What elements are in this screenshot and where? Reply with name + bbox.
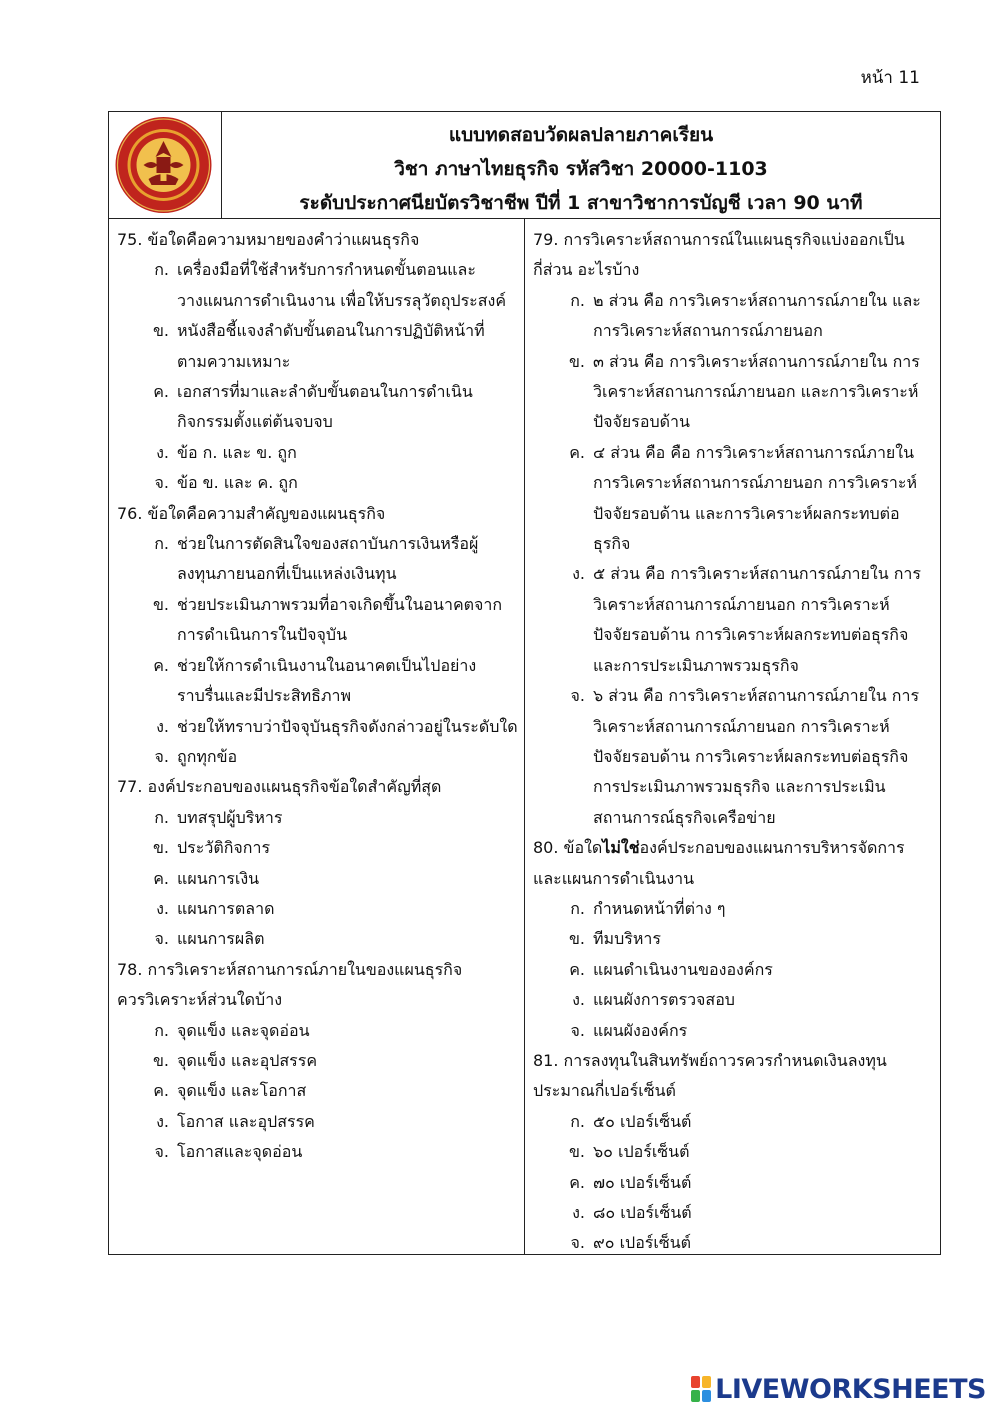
question-line: ประมาณกี่เปอร์เซ็นต์: [533, 1081, 676, 1101]
option-letter: ค.: [569, 442, 585, 462]
option-text: โอกาสและจุดอ่อน: [177, 1142, 303, 1162]
answer-option: [533, 438, 940, 468]
answer-option: [533, 1016, 940, 1046]
option-text: บทสรุปผู้บริหาร: [177, 807, 283, 827]
answer-option-continuation: [533, 772, 940, 802]
liveworksheets-logo-icon: [691, 1376, 711, 1402]
option-text: ประวัติกิจการ: [177, 838, 271, 858]
option-letter: [117, 286, 177, 316]
option-letter: จ.: [570, 1020, 585, 1040]
logo-cell: [109, 112, 222, 218]
option-text: ทีมบริหาร: [593, 929, 661, 949]
option-letter: ก.: [154, 807, 169, 827]
exam-title: แบบทดสอบวัดผลปลายภาคเรียน: [448, 124, 714, 146]
question-line: 78. การวิเคราะห์สถานการณ์ภายในของแผนธุรกิจ: [117, 959, 463, 979]
option-letter: [533, 772, 593, 802]
option-text: ข้อ ก. และ ข. ถูก: [177, 442, 297, 462]
option-text: กิจกรรมตั้งแต่ต้นจบจบ: [177, 412, 333, 432]
answer-option: [117, 864, 524, 894]
answer-option-continuation: [117, 620, 524, 650]
option-letter: [533, 712, 593, 742]
answer-option: [533, 985, 940, 1015]
answer-option: [533, 1228, 940, 1258]
option-text: ราบรื่นและมีประสิทธิภาพ: [177, 686, 352, 706]
option-text: การวิเคราะห์สถานการณ์ภายนอก การวิเคราะห์: [593, 473, 917, 493]
option-letter: [117, 407, 177, 437]
option-letter: [533, 407, 593, 437]
option-letter: ก.: [154, 1020, 169, 1040]
answer-option: [117, 712, 524, 742]
answer-option: [117, 1137, 524, 1167]
option-text: ช่วยประเมินภาพรวมที่อาจเกิดขึ้นในอนาคตจาก: [177, 594, 503, 614]
option-letter: ค.: [153, 655, 169, 675]
option-letter: ข.: [152, 594, 169, 614]
answer-option: [117, 529, 524, 559]
option-letter: ง.: [156, 898, 169, 918]
option-letter: ข.: [152, 838, 169, 858]
answer-option: [117, 651, 524, 681]
logo-tile: [691, 1376, 700, 1388]
page-number: หน้า 11: [860, 68, 920, 88]
option-text: กำหนดหน้าที่ต่าง ๆ: [593, 898, 726, 918]
option-letter: ก.: [570, 1111, 585, 1131]
answer-option-continuation: [533, 529, 940, 559]
option-text: ช่วยให้ทราบว่าปัจจุบันธุรกิจดังกล่าวอยู่ในระดับใด: [177, 716, 518, 736]
question-line: 79. การวิเคราะห์สถานการณ์ในแผนธุรกิจแบ่งออกเป็น: [533, 230, 905, 249]
option-letter: ข.: [152, 1050, 169, 1070]
option-text: ๘๐ เปอร์เซ็นต์: [593, 1203, 692, 1222]
answer-option: [117, 1076, 524, 1106]
question-line: ควรวิเคราะห์ส่วนใดบ้าง: [117, 990, 282, 1010]
option-letter: ค.: [569, 1172, 585, 1192]
option-letter: จ.: [154, 1142, 169, 1162]
option-text: หนังสือชี้แจงลำดับขั้นตอนในการปฏิบัติหน้าที่: [177, 321, 485, 341]
answer-option-continuation: [533, 742, 940, 772]
answer-option: [533, 1168, 940, 1198]
question-line: 77. องค์ประกอบของแผนธุรกิจข้อใดสำคัญที่สุด: [117, 777, 442, 797]
option-letter: ก.: [154, 534, 169, 554]
answer-option: [533, 1137, 940, 1167]
option-letter: จ.: [154, 746, 169, 766]
option-letter: ง.: [156, 1111, 169, 1131]
option-letter: [533, 803, 593, 833]
option-letter: [533, 651, 593, 681]
answer-option: [533, 1107, 940, 1137]
option-letter: [533, 620, 593, 650]
option-text: จุดแข็ง และโอกาส: [177, 1081, 307, 1101]
answer-option: [533, 347, 940, 377]
option-text: ตามความเหมาะ: [177, 351, 291, 371]
option-letter: [117, 559, 177, 589]
option-letter: ข.: [568, 929, 585, 949]
answer-option: [117, 438, 524, 468]
answer-option-continuation: [117, 286, 524, 316]
option-letter: ง.: [572, 990, 585, 1010]
option-text: และการประเมินภาพรวมธุรกิจ: [593, 655, 799, 675]
answer-option: [117, 255, 524, 285]
answer-option-continuation: [533, 407, 940, 437]
option-letter: [117, 681, 177, 711]
option-letter: [117, 347, 177, 377]
option-text: ธุรกิจ: [593, 534, 631, 554]
option-text: วิเคราะห์สถานการณ์ภายนอก การวิเคราะห์: [593, 594, 890, 614]
answer-option: [533, 894, 940, 924]
answer-option-continuation: [117, 347, 524, 377]
option-letter: [533, 468, 593, 498]
liveworksheets-watermark: [691, 1372, 986, 1406]
answer-option: [117, 1016, 524, 1046]
question-line: และแผนการดำเนินงาน: [533, 868, 695, 888]
option-text: การวิเคราะห์สถานการณ์ภายนอก: [593, 321, 823, 341]
logo-tile: [691, 1390, 700, 1402]
question-text-part: 80. ข้อใด: [533, 838, 603, 858]
answer-option: [117, 803, 524, 833]
option-letter: ข.: [568, 1142, 585, 1162]
option-letter: ค.: [153, 1081, 169, 1101]
option-letter: ข.: [152, 321, 169, 341]
answer-option: [117, 468, 524, 498]
option-letter: ง.: [156, 442, 169, 462]
option-letter: ก.: [154, 260, 169, 280]
answer-option: [117, 1107, 524, 1137]
answer-option: [533, 559, 940, 589]
option-text: แผนการผลิต: [177, 929, 265, 949]
logo-tile: [702, 1390, 711, 1402]
option-letter: [533, 742, 593, 772]
option-text: ๕ ส่วน คือ การวิเคราะห์สถานการณ์ภายใน การ: [593, 564, 921, 584]
exam-title-block: [222, 112, 940, 218]
answer-option-continuation: [533, 712, 940, 742]
answer-option: [533, 681, 940, 711]
option-letter: ค.: [153, 382, 169, 402]
option-letter: ข.: [568, 351, 585, 371]
answer-option-continuation: [117, 407, 524, 437]
answer-option: [533, 1198, 940, 1228]
option-text: แผนการเงิน: [177, 868, 260, 888]
answer-option: [117, 924, 524, 954]
option-text: โอกาส และอุปสรรค: [177, 1111, 315, 1131]
option-text: การดำเนินการในปัจจุบัน: [177, 625, 347, 645]
option-text: ๖๐ เปอร์เซ็นต์: [593, 1142, 690, 1162]
right-question-column: [525, 219, 940, 1254]
option-text: ปัจจัยรอบด้าน การวิเคราะห์ผลกระทบต่อธุรกิจ: [593, 625, 909, 645]
option-letter: ก.: [570, 290, 585, 310]
option-text: ลงทุนภายนอกที่เป็นแหล่งเงินทุน: [177, 564, 397, 584]
option-letter: ง.: [572, 1203, 585, 1222]
option-text: ปัจจัยรอบด้าน การวิเคราะห์ผลกระทบต่อธุรกิจ: [593, 746, 909, 766]
option-text: ปัจจัยรอบด้าน: [593, 412, 690, 432]
option-letter: [533, 590, 593, 620]
answer-option: [533, 286, 940, 316]
option-text: แผนการตลาด: [177, 898, 275, 918]
option-letter: ก.: [570, 898, 585, 918]
question-emphasis: ไม่ใช่: [602, 838, 640, 858]
option-text: ๔ ส่วน คือ คือ การวิเคราะห์สถานการณ์ภายใน: [593, 442, 915, 462]
answer-option: [117, 1046, 524, 1076]
option-text: จุดแข็ง และอุปสรรค: [177, 1050, 318, 1070]
left-question-column: [109, 219, 525, 1254]
exam-table: [108, 111, 941, 1255]
option-text: ๒ ส่วน คือ การวิเคราะห์สถานการณ์ภายใน และ: [593, 290, 921, 310]
option-letter: ค.: [153, 868, 169, 888]
answer-option-continuation: [533, 651, 940, 681]
option-letter: ง.: [156, 716, 169, 736]
option-text: ข้อ ข. และ ค. ถูก: [177, 473, 298, 493]
answer-option-continuation: [117, 559, 524, 589]
answer-option: [533, 924, 940, 954]
answer-option-continuation: [533, 316, 940, 346]
answer-option: [117, 833, 524, 863]
option-text: ช่วยให้การดำเนินงานในอนาคตเป็นไปอย่าง: [177, 655, 477, 675]
option-letter: ง.: [572, 564, 585, 584]
option-letter: ค.: [569, 959, 585, 979]
answer-option-continuation: [533, 468, 940, 498]
exam-header: [109, 112, 940, 219]
option-text: วิเคราะห์สถานการณ์ภายนอก การวิเคราะห์: [593, 716, 890, 736]
answer-option: [117, 316, 524, 346]
answer-option: [117, 894, 524, 924]
option-text: ๗๐ เปอร์เซ็นต์: [593, 1172, 692, 1192]
option-text: การประเมินภาพรวมธุรกิจ และการประเมิน: [593, 777, 886, 797]
option-text: สถานการณ์ธุรกิจเครือข่าย: [593, 807, 776, 827]
question-line: 75. ข้อใดคือความหมายของคำว่าแผนธุรกิจ: [117, 230, 420, 249]
watermark-text: LIVEWORKSHEETS: [715, 1373, 986, 1405]
subject-line: วิชา ภาษาไทยธุรกิจ รหัสวิชา 20000-1103: [394, 158, 768, 180]
option-letter: จ.: [154, 929, 169, 949]
answer-option-continuation: [117, 681, 524, 711]
answer-option: [117, 742, 524, 772]
option-text: ๓ ส่วน คือ การวิเคราะห์สถานการณ์ภายใน การ: [593, 351, 920, 371]
question-line: กี่ส่วน อะไรบ้าง: [533, 260, 640, 280]
option-text: ช่วยในการตัดสินใจของสถาบันการเงินหรือผู้: [177, 534, 479, 554]
option-text: ปัจจัยรอบด้าน และการวิเคราะห์ผลกระทบต่อ: [593, 503, 900, 523]
answer-option: [533, 955, 940, 985]
college-logo-seal: [112, 115, 215, 215]
option-text: แผนผังองค์กร: [593, 1020, 688, 1040]
option-letter: [533, 377, 593, 407]
option-text: วิเคราะห์สถานการณ์ภายนอก และการวิเคราะห์: [593, 382, 919, 402]
option-letter: จ.: [154, 473, 169, 493]
option-letter: [533, 529, 593, 559]
option-letter: [533, 316, 593, 346]
option-text: ๙๐ เปอร์เซ็นต์: [593, 1233, 692, 1253]
option-text: ๕๐ เปอร์เซ็นต์: [593, 1111, 692, 1131]
option-letter: จ.: [570, 686, 585, 706]
question-text-part: องค์ประกอบของแผนการบริหารจัดการ: [639, 838, 905, 858]
answer-option: [117, 377, 524, 407]
answer-option-continuation: [533, 590, 940, 620]
option-text: ๖ ส่วน คือ การวิเคราะห์สถานการณ์ภายใน การ: [593, 686, 920, 706]
option-letter: จ.: [570, 1233, 585, 1253]
answer-option: [117, 590, 524, 620]
answer-option-continuation: [533, 499, 940, 529]
logo-tile: [702, 1376, 711, 1388]
option-text: วางแผนการดำเนินงาน เพื่อให้บรรลุวัตถุประสงค์: [177, 290, 507, 310]
option-text: แผนดำเนินงานขององค์กร: [593, 959, 773, 979]
question-line: 76. ข้อใดคือความสำคัญของแผนธุรกิจ: [117, 503, 386, 523]
question-line: [533, 833, 940, 863]
option-letter: [533, 499, 593, 529]
option-text: ถูกทุกข้อ: [177, 746, 238, 766]
answer-option-continuation: [533, 620, 940, 650]
option-letter: [117, 620, 177, 650]
question-line: 81. การลงทุนในสินทรัพย์ถาวรควรกำหนดเงินลงทุน: [533, 1050, 887, 1070]
option-text: เครื่องมือที่ใช้สำหรับการกำหนดขั้นตอนและ: [177, 260, 476, 280]
answer-option-continuation: [533, 803, 940, 833]
option-text: เอกสารที่มาและลำดับขั้นตอนในการดำเนิน: [177, 382, 473, 402]
level-line: ระดับประกาศนียบัตรวิชาชีพ ปีที่ 1 สาขาวิชาการบัญชี เวลา 90 นาที: [299, 192, 863, 214]
answer-option-continuation: [533, 377, 940, 407]
option-text: แผนผังการตรวจสอบ: [593, 990, 735, 1010]
option-text: จุดแข็ง และจุดอ่อน: [177, 1020, 310, 1040]
